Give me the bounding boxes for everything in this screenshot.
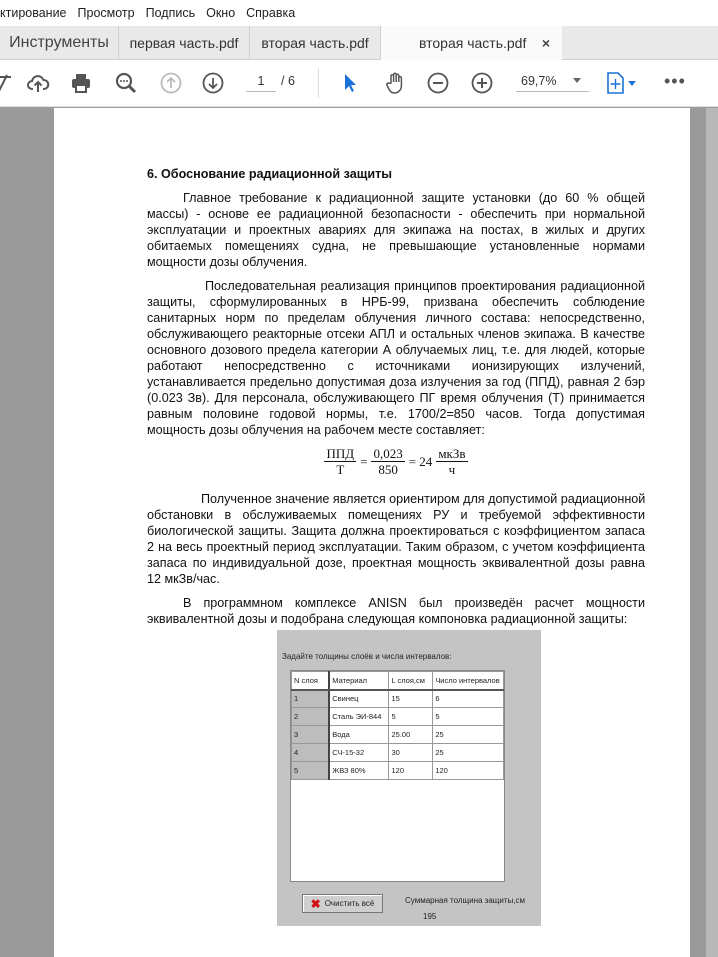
denominator: 850 <box>378 462 398 477</box>
page-total: / 6 <box>281 74 295 88</box>
tab-second-part[interactable]: вторая часть.pdf <box>250 26 381 60</box>
text-line: В программном комплексе ANISN был произведён расчет мощности <box>183 596 645 610</box>
fraction-ppd <box>324 446 356 477</box>
text-line: мощности дозы облучения. <box>147 255 308 269</box>
menu-edit[interactable]: ктирование <box>0 6 67 20</box>
text-line: эксплуатации и проектных авариях для экипажа на постах, в жилых и других <box>147 223 645 237</box>
paragraph <box>147 595 645 627</box>
table-row <box>292 762 504 780</box>
menu-bar <box>0 0 718 26</box>
equals-sign: = <box>360 453 368 469</box>
total-thickness-value: 195 <box>423 912 437 921</box>
upload-cloud-icon[interactable] <box>25 70 51 96</box>
menu-help[interactable]: Справка <box>246 6 296 20</box>
numerator: мкЗв <box>438 446 466 461</box>
paragraph <box>147 278 645 438</box>
layers-table <box>291 671 504 780</box>
text-line: санитарных норм по пределам облучения личного состава: непосредственно, <box>147 311 645 325</box>
toolbar-divider <box>318 68 319 98</box>
table-row <box>292 726 504 744</box>
table-cell[interactable]: 120 <box>389 762 433 780</box>
zoom-level-dropdown[interactable] <box>516 74 589 92</box>
table-cell[interactable]: 5 <box>292 762 330 780</box>
text-line: обстановки в обслуживаемых помещениях РУ и требуемой эффективности <box>147 508 645 522</box>
select-cursor-icon[interactable] <box>337 70 363 96</box>
numerator: 0,023 <box>373 446 403 461</box>
denominator: Т <box>336 462 345 477</box>
anisn-screenshot <box>277 630 541 926</box>
text-line: Главное требование к радиационной защите установки (до 60 % общей <box>183 191 645 205</box>
table-cell[interactable]: 30 <box>389 744 433 762</box>
more-icon[interactable]: ••• <box>664 71 686 91</box>
text-line: 12 мкЗв/час. <box>147 572 220 586</box>
total-thickness-label: Суммарная толщина защиты,см <box>405 896 525 905</box>
fit-page-icon[interactable] <box>604 70 640 96</box>
table-cell[interactable]: 2 <box>292 708 330 726</box>
table-row <box>292 744 504 762</box>
text-line: 2 на весь проектный период эксплуатации. Таким образом, с учетом коэффициента <box>147 540 645 554</box>
tab-label: вторая часть.pdf <box>419 35 527 51</box>
toolbar <box>0 60 718 107</box>
pdf-page <box>54 108 690 957</box>
text-line: работают непосредственно с источниками ионизирующих излучений, <box>147 359 645 373</box>
layers-grid <box>290 670 505 882</box>
table-cell[interactable]: Вода <box>329 726 389 744</box>
tab-first-part[interactable]: первая часть.pdf <box>119 26 250 60</box>
table-cell[interactable]: 5 <box>389 708 433 726</box>
page-content <box>147 166 645 635</box>
text-line: обитаемых помещениях судна, не превышающие установленные нормами <box>147 239 645 253</box>
left-gutter <box>0 108 54 957</box>
zoom-value: 69,7% <box>521 74 557 88</box>
paragraphs-bottom <box>147 491 645 627</box>
table-cell[interactable]: 25 <box>433 744 504 762</box>
col-header: Материал <box>329 672 389 690</box>
chevron-down-icon <box>573 78 581 83</box>
previous-page-icon[interactable] <box>158 70 184 96</box>
clear-all-button[interactable] <box>302 894 383 913</box>
table-row <box>292 708 504 726</box>
text-line: мощность дозы облучения на рабочем месте составляет: <box>147 423 485 437</box>
formula <box>147 446 645 477</box>
denominator: ч <box>448 462 456 477</box>
table-cell[interactable]: 1 <box>292 690 330 708</box>
table-cell[interactable]: Свинец <box>329 690 389 708</box>
text-line: основного дозового предела категории А облучаемых лиц, т.е. для людей, которые <box>147 343 645 357</box>
text-line: Полученное значение является ориентиром для допустимой радиационной <box>201 492 646 506</box>
close-icon[interactable]: × <box>541 35 550 51</box>
hand-icon[interactable] <box>382 70 408 96</box>
table-header <box>292 672 504 690</box>
menu-window[interactable]: Окно <box>206 6 236 20</box>
table-cell[interactable]: 25 <box>433 726 504 744</box>
numerator: ППД <box>326 446 355 461</box>
next-page-icon[interactable] <box>200 70 226 96</box>
clear-all-label: Очистить всё <box>324 899 375 908</box>
text-line: эквивалентной дозы и подобрана следующая компоновка радиационной защиты: <box>147 612 628 626</box>
table-cell[interactable]: 6 <box>433 690 504 708</box>
result-value: = 24 <box>408 453 433 469</box>
app-prompt: Задайте толщины слоёв и числа интервалов: <box>282 652 452 661</box>
search-icon[interactable] <box>113 70 139 96</box>
menu-sign[interactable]: Подпись <box>145 6 196 20</box>
page-number-input[interactable]: 1 <box>246 74 276 92</box>
close-icon: ✖ <box>310 896 321 911</box>
tab-tools[interactable]: Инструменты <box>0 26 119 60</box>
table-cell[interactable]: 3 <box>292 726 330 744</box>
col-header: L слоя,см <box>389 672 433 690</box>
table-cell[interactable]: Сталь ЭИ-844 <box>329 708 389 726</box>
text-line: равным половине годовой нормы, т.е. 1700/2=850 часов. Тогда допустимая <box>147 407 645 421</box>
tab-bar <box>0 26 718 60</box>
paragraphs-top <box>147 190 645 438</box>
zoom-in-icon[interactable] <box>469 70 495 96</box>
text-line: (0.023 Зв). Для персонала, обслуживающего ПГ время облучения (Т) принимается <box>147 391 645 405</box>
table-cell[interactable]: 4 <box>292 744 330 762</box>
menu-view[interactable]: Просмотр <box>77 6 135 20</box>
zoom-out-icon[interactable] <box>425 70 451 96</box>
table-cell[interactable]: ЖВЗ 80% <box>329 762 389 780</box>
fraction-dose <box>371 446 404 477</box>
text-line: биологической защиты. Защита должна проектироваться с коэффициентом запаса <box>147 524 645 538</box>
section-heading: 6. Обоснование радиационной защиты <box>147 167 392 181</box>
table-cell[interactable]: 15 <box>389 690 433 708</box>
print-icon[interactable] <box>68 70 94 96</box>
fraction-unit <box>436 446 467 477</box>
table-cell[interactable]: СЧ-15-32 <box>329 744 389 762</box>
text-line: обслуживающего реакторные отсеки АПЛ и остальных членов экипажа. В качестве <box>147 327 645 341</box>
table-cell[interactable]: 5 <box>433 708 504 726</box>
text-line: защиты, сформулированных в НРБ-99, призвана обеспечить соблюдение <box>147 295 645 309</box>
paragraph <box>147 491 645 587</box>
paragraph <box>147 190 645 270</box>
text-line: запаса по индивидуальной дозе, проектная мощность эквивалентной дозы равна <box>147 556 645 570</box>
tab-second-part-active[interactable] <box>381 26 562 60</box>
text-line: устанавливается предельно допустимая доза излучения за год (ППД), равная 2 бэр <box>147 375 645 389</box>
star-icon[interactable] <box>0 70 16 96</box>
col-header: N слоя <box>292 672 330 690</box>
table-row <box>292 690 504 708</box>
vertical-scrollbar[interactable] <box>706 108 718 957</box>
col-header: Число интервалов <box>433 672 504 690</box>
text-line: Последовательная реализация принципов проектирования радиационной <box>205 279 645 293</box>
table-cell[interactable]: 120 <box>433 762 504 780</box>
table-cell[interactable]: 25.00 <box>389 726 433 744</box>
text-line: массы) - основе ее радиационной безопасности - обеспечить при нормальной <box>147 207 645 221</box>
